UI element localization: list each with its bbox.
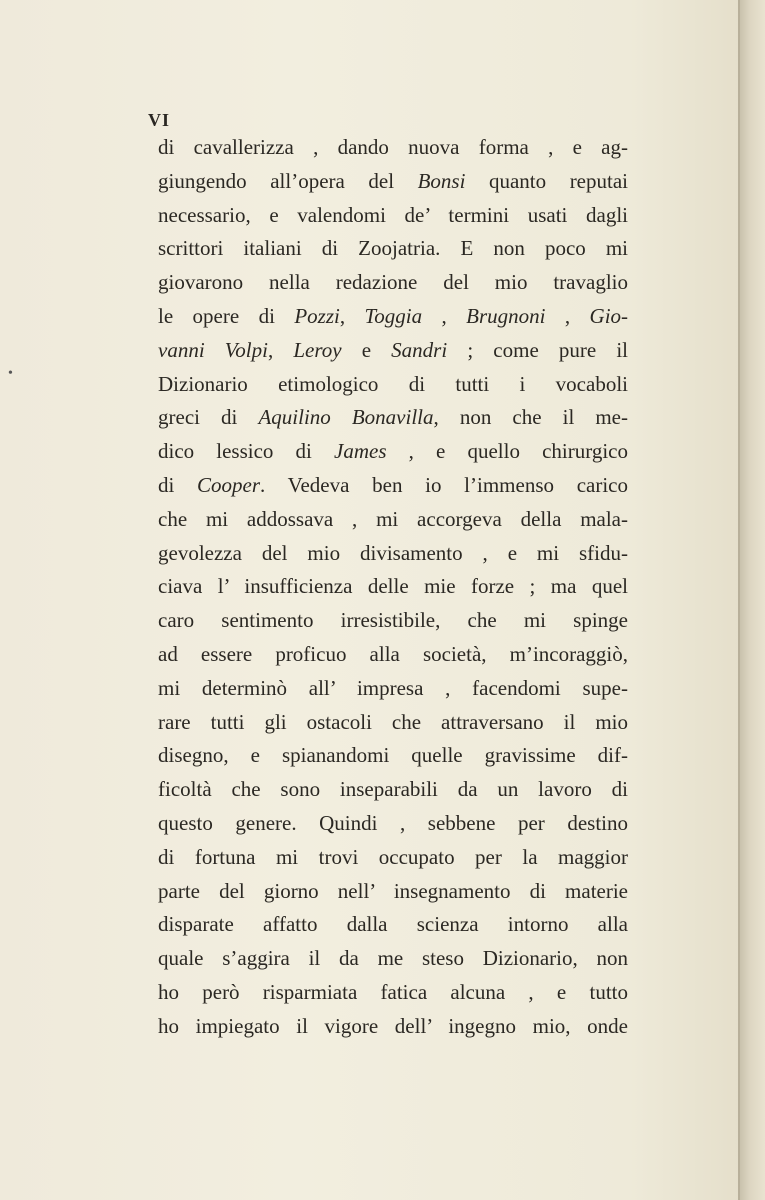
text-line [158, 368, 628, 402]
text-line [158, 1010, 628, 1044]
text-line [158, 300, 628, 334]
text-segment: necessario, e valendomi de’ termini usati dagli [158, 202, 628, 227]
italic-name: Aquilino Bonavilla [258, 405, 434, 430]
text-segment: mi determinò all’ impresa , facendomi supe- [158, 675, 628, 700]
text-line [158, 739, 628, 773]
text-segment: ho impiegato il vigore dell’ ingegno mio, onde [158, 1013, 628, 1038]
text-segment: che mi addossava , mi accorgeva della mala- [158, 506, 628, 531]
italic-name: Cooper [197, 472, 261, 497]
text-line [158, 875, 628, 909]
italic-name: James [334, 439, 387, 464]
body-text [158, 131, 628, 1044]
text-segment: questo genere. Quindi , sebbene per destino [158, 810, 628, 835]
text-line [158, 266, 628, 300]
text-line [158, 638, 628, 672]
text-line [158, 334, 628, 368]
text-segment: , [422, 303, 467, 328]
italic-name: Bonsi [417, 168, 466, 193]
text-segment: rare tutti gli ostacoli che attraversano il mio [158, 709, 628, 734]
text-segment: , [545, 303, 590, 328]
text-line [158, 976, 628, 1010]
next-page-edge [740, 0, 765, 1200]
text-segment: , non che il me- [433, 405, 628, 430]
text-segment: giovarono nella redazione del mio travaglio [158, 270, 628, 295]
text-segment: disegno, e spianandomi quelle gravissime dif- [158, 743, 628, 768]
text-line [158, 503, 628, 537]
text-line [158, 706, 628, 740]
text-segment: ad essere proficuo alla società, m’incoraggiò, [158, 641, 628, 666]
text-line [158, 807, 628, 841]
text-line [158, 908, 628, 942]
text-line [158, 672, 628, 706]
text-line [158, 841, 628, 875]
text-segment: di fortuna mi trovi occupato per la maggior [158, 844, 628, 869]
text-segment: di cavallerizza , dando nuova forma , e ag- [158, 135, 628, 159]
text-segment: e [341, 337, 392, 362]
text-segment: giungendo all’opera del [158, 168, 418, 193]
text-segment: Dizionario etimologico di tutti i vocaboli [158, 371, 628, 396]
italic-name: vanni Volpi [158, 337, 268, 362]
text-line [158, 537, 628, 571]
text-segment: greci di [158, 405, 259, 430]
text-line [158, 401, 628, 435]
text-segment: , e quello chirurgico [386, 439, 628, 464]
text-line [158, 942, 628, 976]
text-segment: . Vedeva ben io l’immenso carico [260, 472, 628, 497]
text-segment: ciava l’ insufficienza delle mie forze ; ma quel [158, 574, 628, 599]
text-segment: ficoltà che sono inseparabili da un lavoro di [158, 777, 628, 802]
italic-name: Sandri [391, 337, 448, 362]
text-line [158, 604, 628, 638]
text-segment: disparate affatto dalla scienza intorno alla [158, 912, 628, 937]
text-segment: gevolezza del mio divisamento , e mi sfidu- [158, 540, 628, 565]
margin-mark: • [8, 366, 13, 381]
text-line [158, 232, 628, 266]
text-line [158, 131, 628, 165]
text-segment: le opere di [158, 303, 295, 328]
italic-name: Gio- [589, 303, 628, 328]
page-number: VI [148, 110, 171, 130]
text-segment: , [267, 337, 294, 362]
text-segment: caro sentimento irresistibile, che mi spinge [158, 608, 628, 633]
italic-name: Pozzi [294, 303, 340, 328]
text-segment: di [158, 472, 198, 497]
text-line [158, 570, 628, 604]
text-line [158, 165, 628, 199]
text-line [158, 469, 628, 503]
text-segment: ; come pure il [447, 337, 628, 362]
italic-name: Brugnoni [466, 303, 546, 328]
text-segment: quale s’aggira il da me steso Dizionario, non [158, 946, 628, 971]
text-segment: dico lessico di [158, 439, 335, 464]
text-segment: scrittori italiani di Zoojatria. E non poco mi [158, 236, 628, 261]
text-segment: , [339, 303, 365, 328]
text-segment: quanto reputai [465, 168, 628, 193]
text-line [158, 773, 628, 807]
italic-name: Leroy [293, 337, 342, 362]
text-line [158, 199, 628, 233]
text-segment: ho però risparmiata fatica alcuna , e tutto [158, 979, 628, 1004]
text-line [158, 435, 628, 469]
italic-name: Toggia [364, 303, 423, 328]
text-segment: parte del giorno nell’ insegnamento di materie [158, 878, 628, 903]
